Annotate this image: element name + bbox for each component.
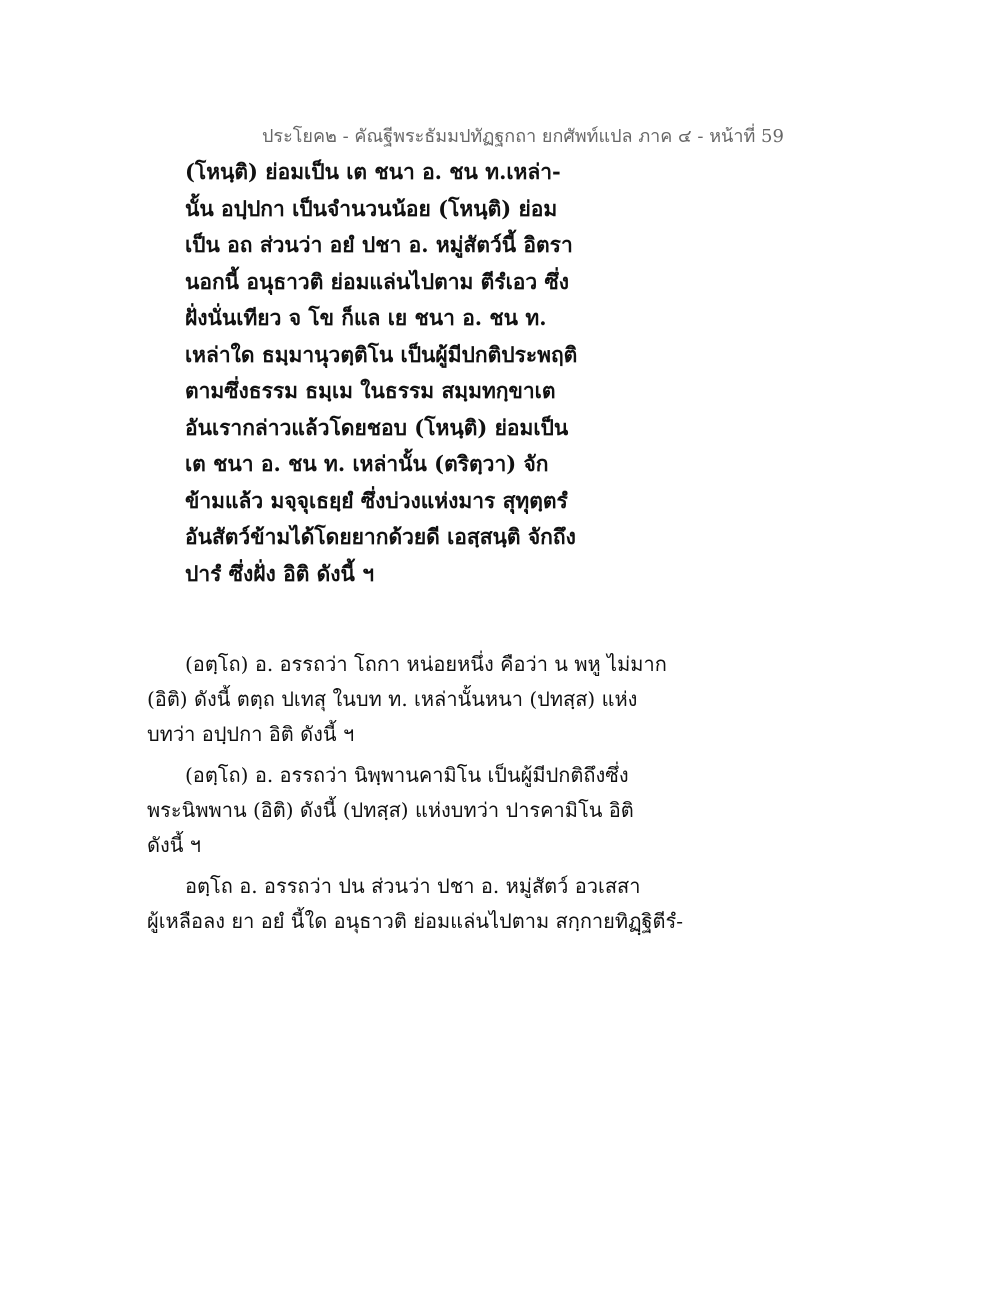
paragraph: [147, 869, 687, 939]
verse-line: ตามซึ่งธรรม ธมฺเม ในธรรม สมฺมทกฺขาเต: [185, 378, 556, 403]
paragraph-line: บทว่า อปฺปกา อิติ ดังนี้ ฯ: [147, 722, 355, 746]
paragraph-line: พระนิพพาน (อิติ) ดังนี้ (ปทสฺส) แห่งบทว่า ปารคามิโน อิติ: [147, 798, 634, 822]
verse-line: (โหนฺติ) ย่อมเป็น เต ชนา อ. ชน ท.เหล่า-: [185, 159, 561, 184]
verse-line: นั้น อปฺปกา เป็นจำนวนน้อย (โหนฺติ) ย่อม: [185, 195, 558, 221]
verse-line: ฝั่งนั่นเทียว จ โข ก็แล เย ชนา อ. ชน ท.: [185, 305, 547, 330]
verse-line: เต ชนา อ. ชน ท. เหล่านั้น (ตริตฺวา) จัก: [185, 451, 549, 476]
commentary-body: [147, 647, 687, 945]
verse-line: ข้ามแล้ว มจฺจุเธยฺยํ ซึ่งบ่วงแห่งมาร สุทุตฺตรํ: [185, 487, 568, 513]
paragraph: [147, 647, 687, 752]
verse-line: เหล่าใด ธมฺมานุวตฺติโน เป็นผู้มีปกติประพฤติ: [185, 341, 578, 367]
running-header: ประโยค๒ - คัณฐีพระธัมมปทัฏฐกถา ยกศัพท์แปล ภาค ๔ - หน้าที่ 59: [262, 126, 784, 147]
verse-line: ปารํ ซึ่งฝั่ง อิติ ดังนี้ ฯ: [185, 560, 374, 586]
paragraph-line: ผู้เหลือลง ยา อยํ นี้ใด อนุธาวติ ย่อมแล่นไปตาม สกฺกายทิฏฺฐิตีรํ-: [147, 909, 684, 933]
verse-line: เป็น อถ ส่วนว่า อยํ ปชา อ. หมู่สัตว์นี้ อิตรา: [185, 232, 573, 257]
paragraph-line: ดังนี้ ฯ: [147, 833, 202, 857]
paragraph-line: (อตฺโถ) อ. อรรถว่า โถกา หน่อยหนึ่ง คือว่า น พหู ไม่มาก: [185, 652, 667, 676]
paragraph-line: (อิติ) ดังนี้ ตตฺถ ปเทสุ ในบท ท. เหล่านั้นหนา (ปทสฺส) แห่ง: [147, 687, 638, 711]
verse-line: อันสัตว์ข้ามได้โดยยากด้วยดี เอสฺสนฺติ จักถึง: [185, 524, 576, 549]
paragraph: [147, 758, 687, 863]
paragraph-line: อตฺโถ อ. อรรถว่า ปน ส่วนว่า ปชา อ. หมู่สัตว์ อวเสสา: [185, 874, 641, 898]
verse-line: อันเรากล่าวแล้วโดยชอบ (โหนฺติ) ย่อมเป็น: [185, 414, 569, 440]
paragraph-line: (อตฺโถ) อ. อรรถว่า นิพฺพานคามิโน เป็นผู้มีปกติถึงซึ่ง: [185, 763, 629, 787]
verse-block: [185, 154, 605, 592]
verse-line: นอกนี้ อนุธาวติ ย่อมแล่นไปตาม ตีรํเอว ซึ่ง: [185, 268, 569, 294]
